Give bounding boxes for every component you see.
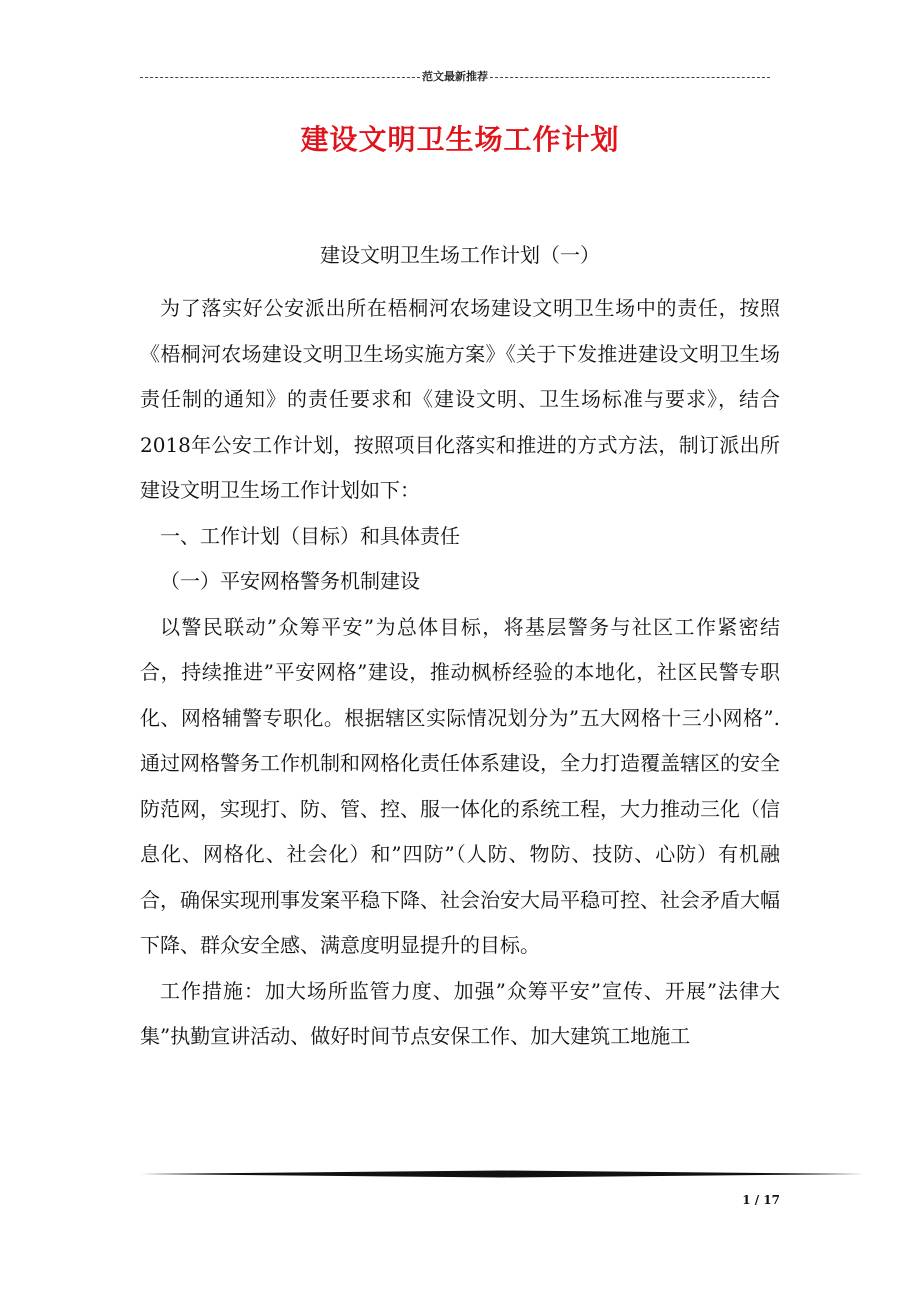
header-label: 范文最新推荐 [422, 70, 488, 83]
subheading-grid-policing: （一）平安网格警务机制建设 [160, 569, 420, 593]
page-current: 1 [742, 1193, 751, 1207]
page-total: 17 [763, 1193, 780, 1207]
footer-rule [140, 1168, 864, 1180]
paragraph-grid-policing: 以警民联动”众筹平安”为总体目标，将基层警务与社区工作紧密结合，持续推进”平安网格”建设，推动枫桥经验的本地化，社区民警专职化、网格辅警专职化。根据辖区实际情况划分为”五大网格十三小网格”.通过网格警务工作机制和网格化责任体系建设，全力打造覆盖辖区的安全防范网，实现打、防、管、控、服一体化的系统工程，大力推动三化（信息化、网格化、社会化）和”四防”（人防、物防、技防、心防）有机融合，确保实现刑事发案平稳下降、社会治安大局平稳可控、社会矛盾大幅下降、群众安全感、满意度明显提升的目标。 [140, 614, 780, 957]
page-separator: / [750, 1193, 764, 1207]
header-dash-right [490, 77, 770, 78]
document-title: 建设文明卫生场工作计划 [300, 123, 620, 156]
header-dash-left [140, 77, 420, 78]
paragraph-intro: 为了落实好公安派出所在梧桐河农场建设文明卫生场中的责任，按照《梧桐河农场建设文明卫生场实施方案》《关于下发推进建设文明卫生场责任制的通知》的责任要求和《建设文明、卫生场标准与要求》，结合2018年公安工作计划，按照项目化落实和推进的方式方法，制订派出所建设文明卫生场工作计划如下： [140, 296, 780, 502]
section-title: 建设文明卫生场工作计划（一） [320, 243, 600, 267]
document-body [140, 286, 780, 1060]
paragraph-work-measures: 工作措施：加大场所监管力度、加强”众筹平安”宣传、开展”法律大集”执勤宣讲活动、做好时间节点安保工作、加大建筑工地施工 [140, 978, 780, 1048]
page-number [700, 1192, 780, 1208]
running-header [140, 70, 770, 84]
heading-work-plan: 一、工作计划（目标）和具体责任 [160, 523, 460, 548]
